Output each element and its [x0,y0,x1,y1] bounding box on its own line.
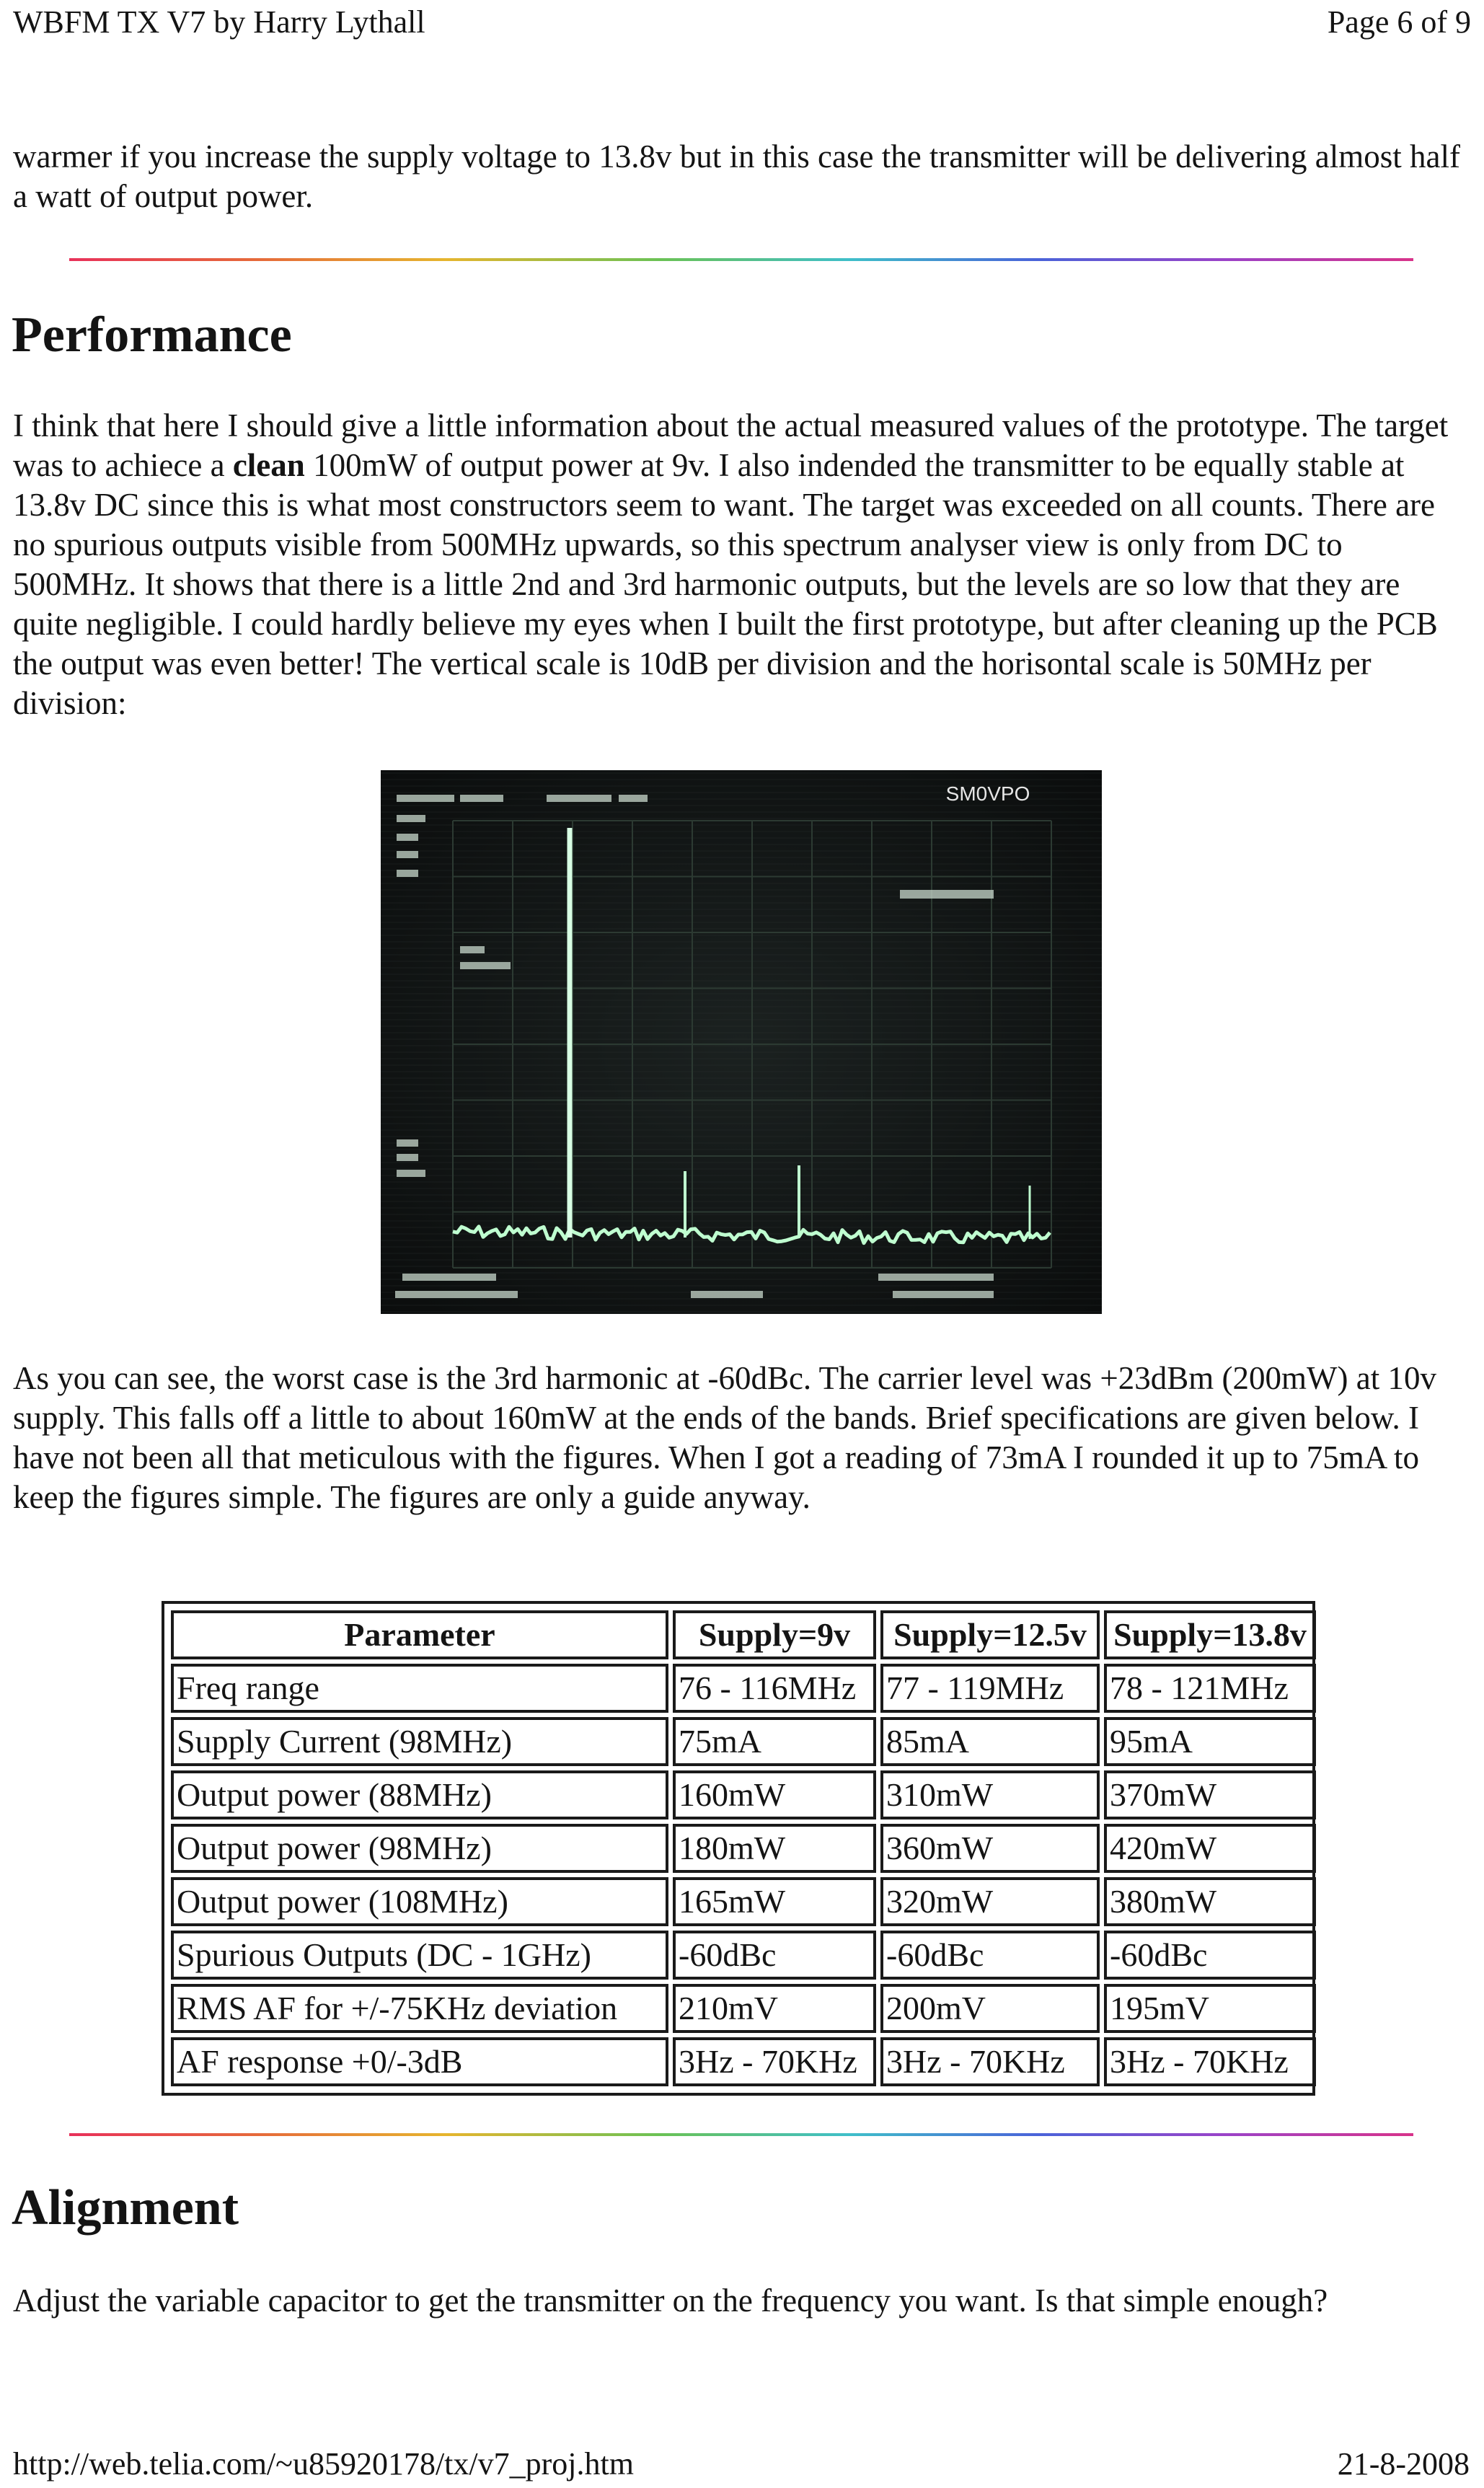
performance-heading: Performance [12,307,292,363]
table-cell: 180mW [673,1824,876,1873]
table-cell: AF response +0/-3dB [171,2037,668,2086]
table-cell: 360mW [880,1824,1100,1873]
table-cell: 78 - 121MHz [1104,1664,1316,1713]
performance-bold-word: clean [232,447,305,483]
spec-table [167,1606,1320,2091]
table-cell: Spurious Outputs (DC - 1GHz) [171,1931,668,1980]
table-cell: 3Hz - 70KHz [673,2037,876,2086]
performance-text-end: 100mW of output power at 9v. I also indended the transmitter to be equally stable at 13.8v DC since this is what most constructors seem to want. The target was exceeded on all counts. There are no spurious outputs visible from 500MHz upwards, so this spectrum analyser view is only from DC to 500MHz. It shows that there is a little 2nd and 3rd harmonic outputs, but the levels are so low that they are quite negligible. I could hardly believe my eyes when I built the first prototype, but after cleaning up the PCB the output was even better! The vertical scale is 10dB per division and the horisontal scale is 50MHz per division: [13,447,1438,721]
alignment-paragraph: Adjust the variable capacitor to get the transmitter on the frequency you want. Is that simple enough? [13,2282,1328,2319]
table-cell: Output power (108MHz) [171,1877,668,1926]
performance-paragraph-2: As you can see, the worst case is the 3rd harmonic at -60dBc. The carrier level was +23dBm (200mW) at 10v supply. This falls off a little to about 160mW at the ends of the bands. Brief specifications are given below. I have not been all that meticulous with the figures. When I got a reading of 73mA I rounded it up to 75mA to keep the figures simple. The figures are only a guide anyway. [13,1360,1436,1515]
section-divider [69,2133,1413,2136]
table-cell: 77 - 119MHz [880,1664,1100,1713]
spectrum-analyser-screenshot [381,770,1102,1314]
table-cell: 200mV [880,1984,1100,2033]
column-header: Supply=9v [673,1610,876,1659]
table-cell: Supply Current (98MHz) [171,1717,668,1766]
table-header-row [171,1610,1316,1659]
table-cell: Output power (98MHz) [171,1824,668,1873]
column-header: Supply=12.5v [880,1610,1100,1659]
table-cell: 420mW [1104,1824,1316,1873]
table-cell: 95mA [1104,1717,1316,1766]
document-header-title: WBFM TX V7 by Harry Lythall [13,4,425,40]
table-cell: 160mW [673,1770,876,1819]
table-cell: -60dBc [880,1931,1100,1980]
table-cell: RMS AF for +/-75KHz deviation [171,1984,668,2033]
print-date: 21-8-2008 [1337,2446,1470,2482]
performance-text-start: I think that here I should give a little information about the actual measured values of the prototype. The target was to achiece a [13,407,1449,483]
table-cell: -60dBc [1104,1931,1316,1980]
page-number: Page 6 of 9 [1327,4,1471,40]
spectrum-display [381,770,1102,1314]
table-cell: 3Hz - 70KHz [1104,2037,1316,2086]
spec-table-frame [162,1601,1315,2096]
table-cell: Output power (88MHz) [171,1770,668,1819]
table-cell: Freq range [171,1664,668,1713]
table-cell: 3Hz - 70KHz [880,2037,1100,2086]
table-cell: 76 - 116MHz [673,1664,876,1713]
table-cell: 310mW [880,1770,1100,1819]
table-cell: 75mA [673,1717,876,1766]
table-cell: 85mA [880,1717,1100,1766]
table-cell: 210mV [673,1984,876,2033]
alignment-heading: Alignment [12,2180,239,2236]
table-cell: -60dBc [673,1931,876,1980]
table-cell: 380mW [1104,1877,1316,1926]
table-cell: 195mV [1104,1984,1316,2033]
table-row [171,1717,1316,1766]
table-row [171,1877,1316,1926]
intro-paragraph: warmer if you increase the supply voltage to 13.8v but in this case the transmitter will be delivering almost half a watt of output power. [13,138,1460,214]
performance-paragraph-1 [13,406,1470,723]
table-row [171,2037,1316,2086]
column-header: Supply=13.8v [1104,1610,1316,1659]
table-cell: 165mW [673,1877,876,1926]
source-url: http://web.telia.com/~u85920178/tx/v7_proj.htm [13,2446,634,2482]
table-cell: 320mW [880,1877,1100,1926]
table-row [171,1931,1316,1980]
table-row [171,1824,1316,1873]
table-row [171,1770,1316,1819]
table-row [171,1984,1316,2033]
column-header: Parameter [171,1610,668,1659]
table-row [171,1664,1316,1713]
section-divider [69,258,1413,261]
table-cell: 370mW [1104,1770,1316,1819]
callsign-label: SM0VPO [945,782,1030,805]
